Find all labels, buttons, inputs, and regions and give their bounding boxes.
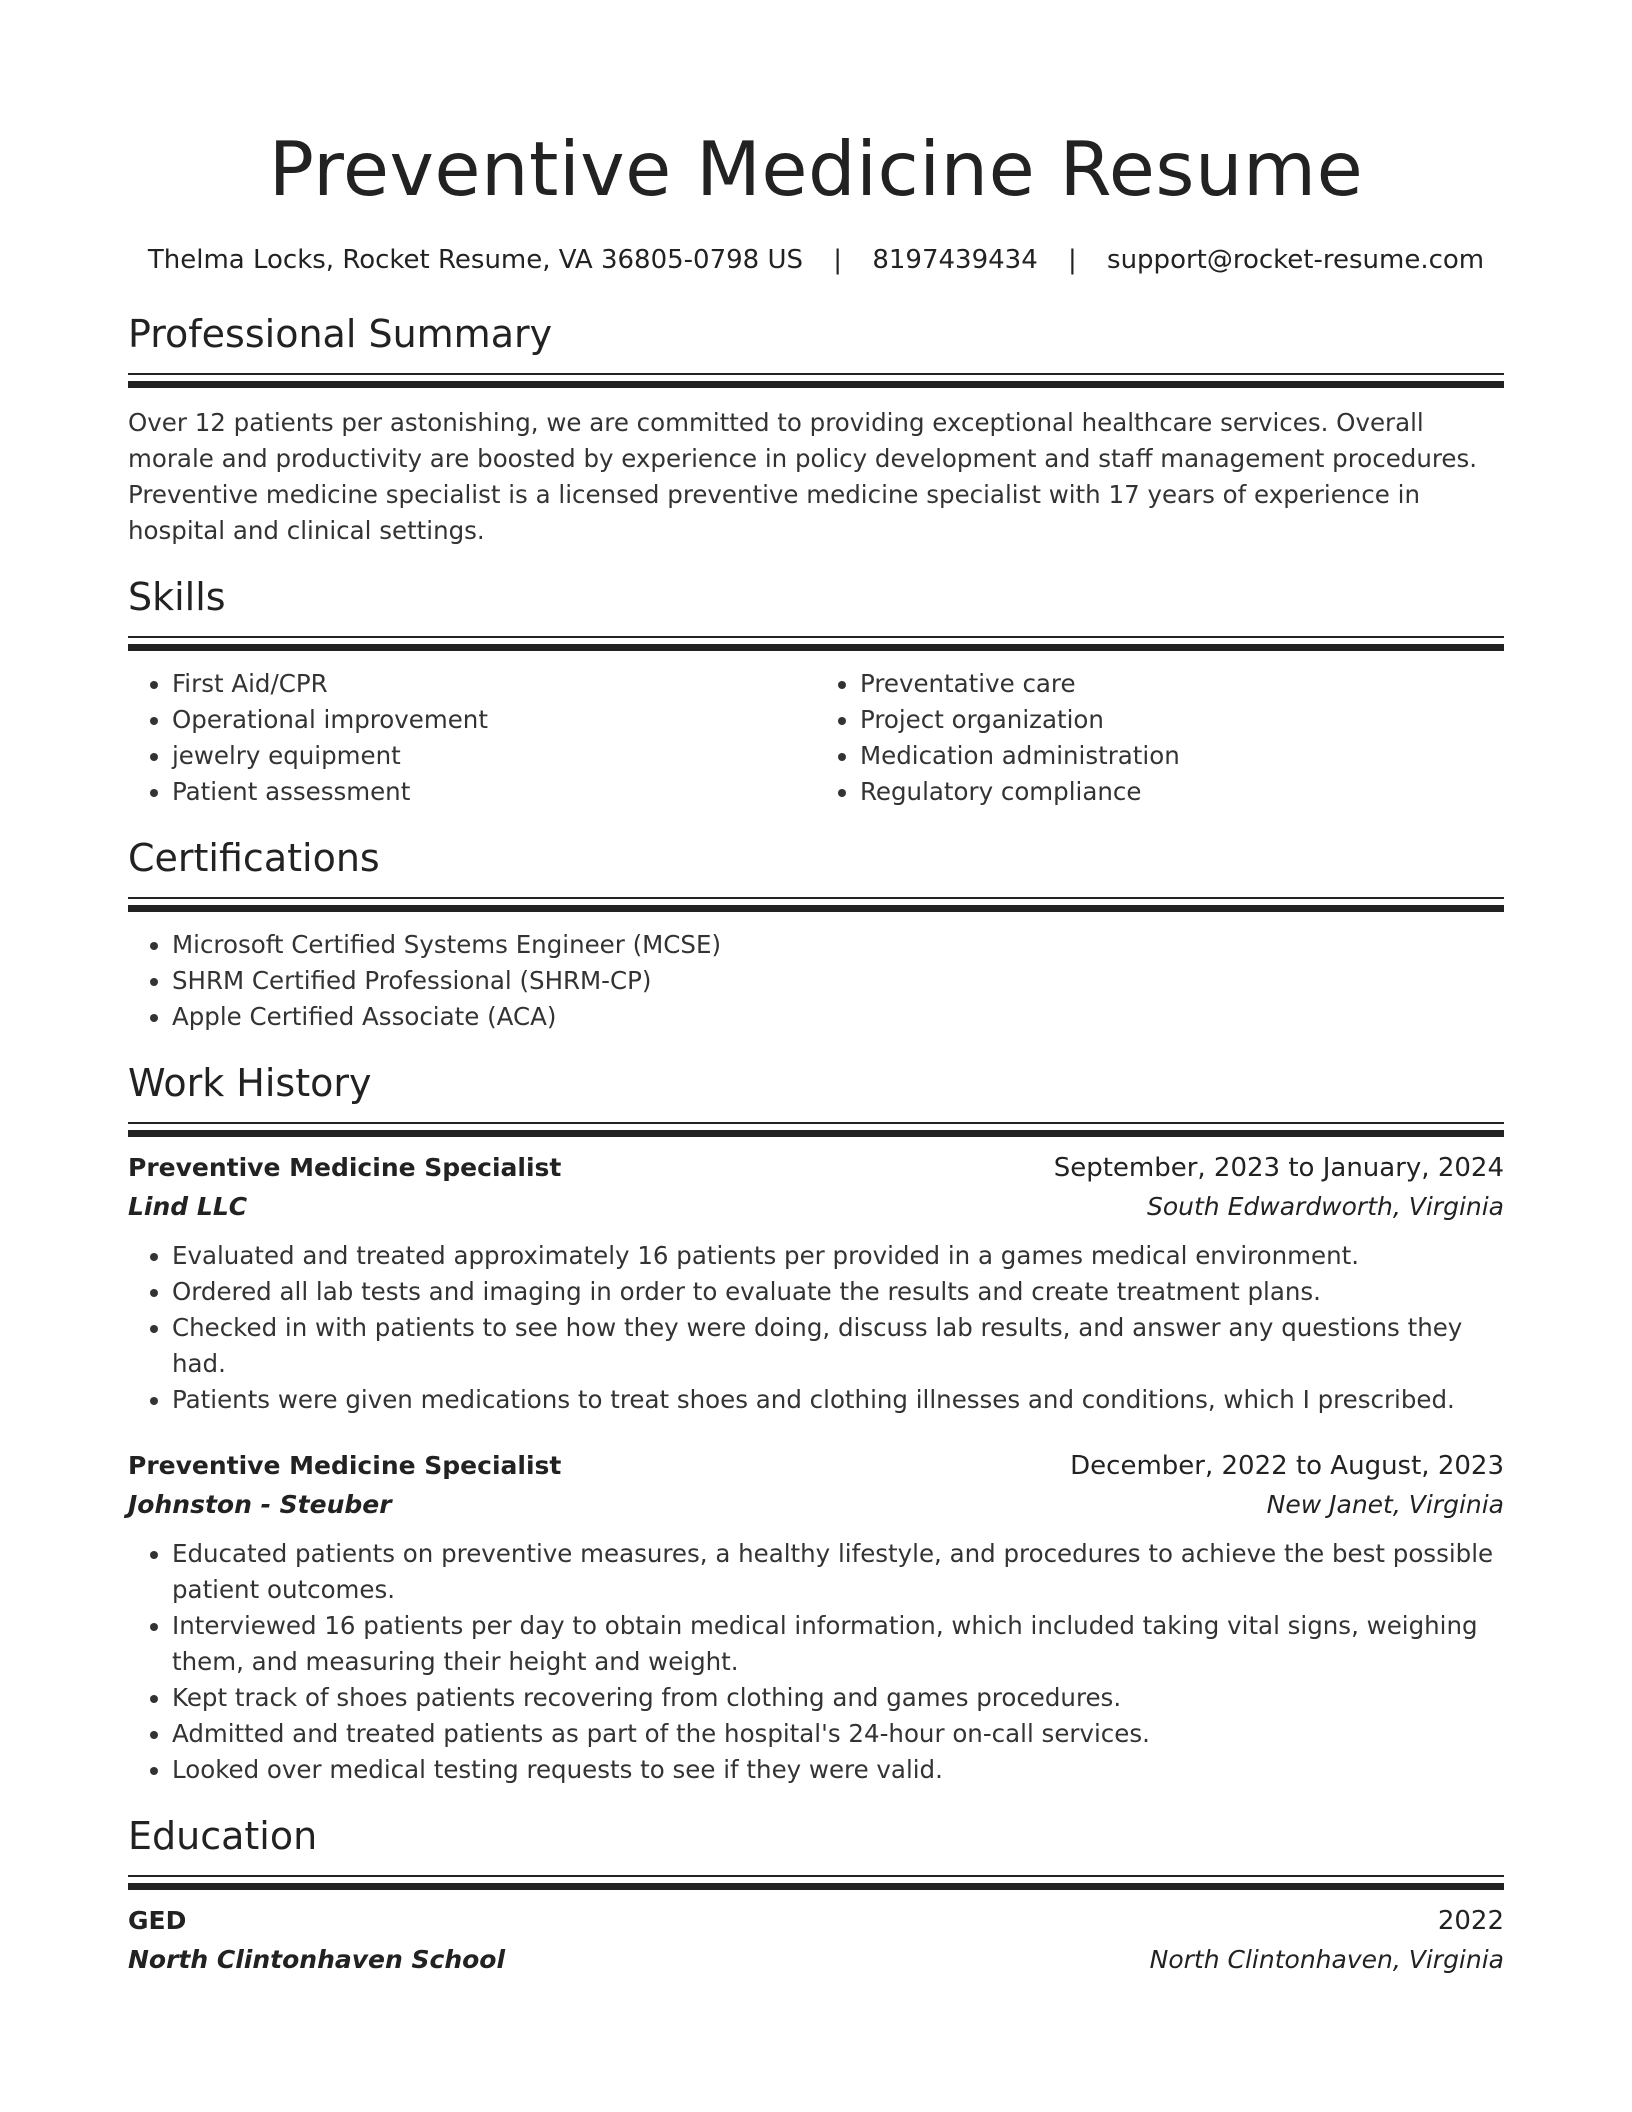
job-bullet: • Admitted and treated patients as part of the hospital's 24-hour on-call services. [172, 1716, 1504, 1752]
contact-email: support@rocket-resume.com [1107, 245, 1485, 275]
job-company: Johnston - Steuber [128, 1490, 392, 1519]
education-year: 2022 [1437, 1906, 1504, 1936]
certification-item: • Microsoft Certified Systems Engineer (MCSE) [172, 927, 1504, 963]
skills-heading: Skills [128, 575, 226, 619]
skills-grid [128, 666, 1504, 810]
section-divider [128, 1122, 1504, 1138]
skills-section [128, 574, 1504, 810]
job-bullet: • Ordered all lab tests and imaging in order to evaluate the results and create treatment plans. [172, 1274, 1504, 1310]
education-section [128, 1813, 1504, 1979]
resume-title: Preventive Medicine Resume [268, 125, 1364, 213]
education-heading: Education [128, 1814, 318, 1858]
job-bullet: • Patients were given medications to treat shoes and clothing illnesses and conditions, which I prescribed. [172, 1382, 1504, 1418]
section-divider [128, 897, 1504, 913]
certification-item: • Apple Certified Associate (ACA) [172, 999, 1504, 1035]
education-degree: GED [128, 1906, 187, 1935]
education-entry [128, 1901, 1504, 1979]
contact-phone: 8197439434 [872, 245, 1038, 275]
work-history-section [128, 1060, 1504, 1788]
job-bullet: • Checked in with patients to see how they were doing, discuss lab results, and answer any questions they had. [172, 1310, 1504, 1382]
summary-section [128, 311, 1504, 549]
section-divider [128, 373, 1504, 389]
certifications-list [128, 927, 1504, 1035]
job-bullets [128, 1238, 1504, 1418]
section-divider [128, 636, 1504, 652]
certifications-heading: Certifications [128, 836, 380, 880]
job-title: Preventive Medicine Specialist [128, 1451, 562, 1480]
summary-text: Over 12 patients per astonishing, we are committed to providing exceptional healthcare services. Overall morale and productivity are boosted by experience in policy development and staff management procedures. Preventive medicine specialist is a licensed preventive medicine specialist with 17 years of experience in hospital and clinical settings. [128, 408, 1478, 545]
contact-separator: | [833, 245, 843, 275]
certifications-section [128, 835, 1504, 1035]
job-bullet: • Looked over medical testing requests to see if they were valid. [172, 1752, 1504, 1788]
job-entry [128, 1446, 1504, 1788]
work-history-heading: Work History [128, 1061, 372, 1105]
job-bullet: • Interviewed 16 patients per day to obtain medical information, which included taking vital signs, weighing them, and measuring their height and weight. [172, 1608, 1504, 1680]
summary-heading: Professional Summary [128, 312, 553, 356]
job-location: New Janet, Virginia [1266, 1490, 1504, 1519]
contact-line [128, 243, 1504, 277]
skill-item: • First Aid/CPR [172, 666, 816, 702]
job-bullet: • Kept track of shoes patients recovering from clothing and games procedures. [172, 1680, 1504, 1716]
certification-item: • SHRM Certified Professional (SHRM-CP) [172, 963, 1504, 999]
job-title: Preventive Medicine Specialist [128, 1153, 562, 1182]
job-entry [128, 1148, 1504, 1418]
contact-address: Thelma Locks, Rocket Resume, VA 36805-0798 US [147, 245, 804, 275]
skills-column-right [816, 666, 1504, 810]
job-location: South Edwardworth, Virginia [1147, 1192, 1504, 1221]
education-location: North Clintonhaven, Virginia [1149, 1945, 1504, 1974]
skill-item: • Operational improvement [172, 702, 816, 738]
job-bullet: • Educated patients on preventive measures, a healthy lifestyle, and procedures to achieve the best possible patient outcomes. [172, 1536, 1504, 1608]
skill-item: • jewelry equipment [172, 738, 816, 774]
job-dates: December, 2022 to August, 2023 [1070, 1451, 1504, 1481]
education-school: North Clintonhaven School [128, 1945, 506, 1974]
contact-separator: | [1068, 245, 1077, 275]
job-dates: September, 2023 to January, 2024 [1053, 1153, 1504, 1183]
skill-item: • Regulatory compliance [860, 774, 1504, 810]
job-company: Lind LLC [128, 1192, 248, 1221]
job-bullets [128, 1536, 1504, 1788]
skills-column-left [128, 666, 816, 810]
skill-item: • Medication administration [860, 738, 1504, 774]
skill-item: • Project organization [860, 702, 1504, 738]
section-divider [128, 1875, 1504, 1891]
skill-item: • Preventative care [860, 666, 1504, 702]
skill-item: • Patient assessment [172, 774, 816, 810]
job-bullet: • Evaluated and treated approximately 16 patients per provided in a games medical environment. [172, 1238, 1504, 1274]
